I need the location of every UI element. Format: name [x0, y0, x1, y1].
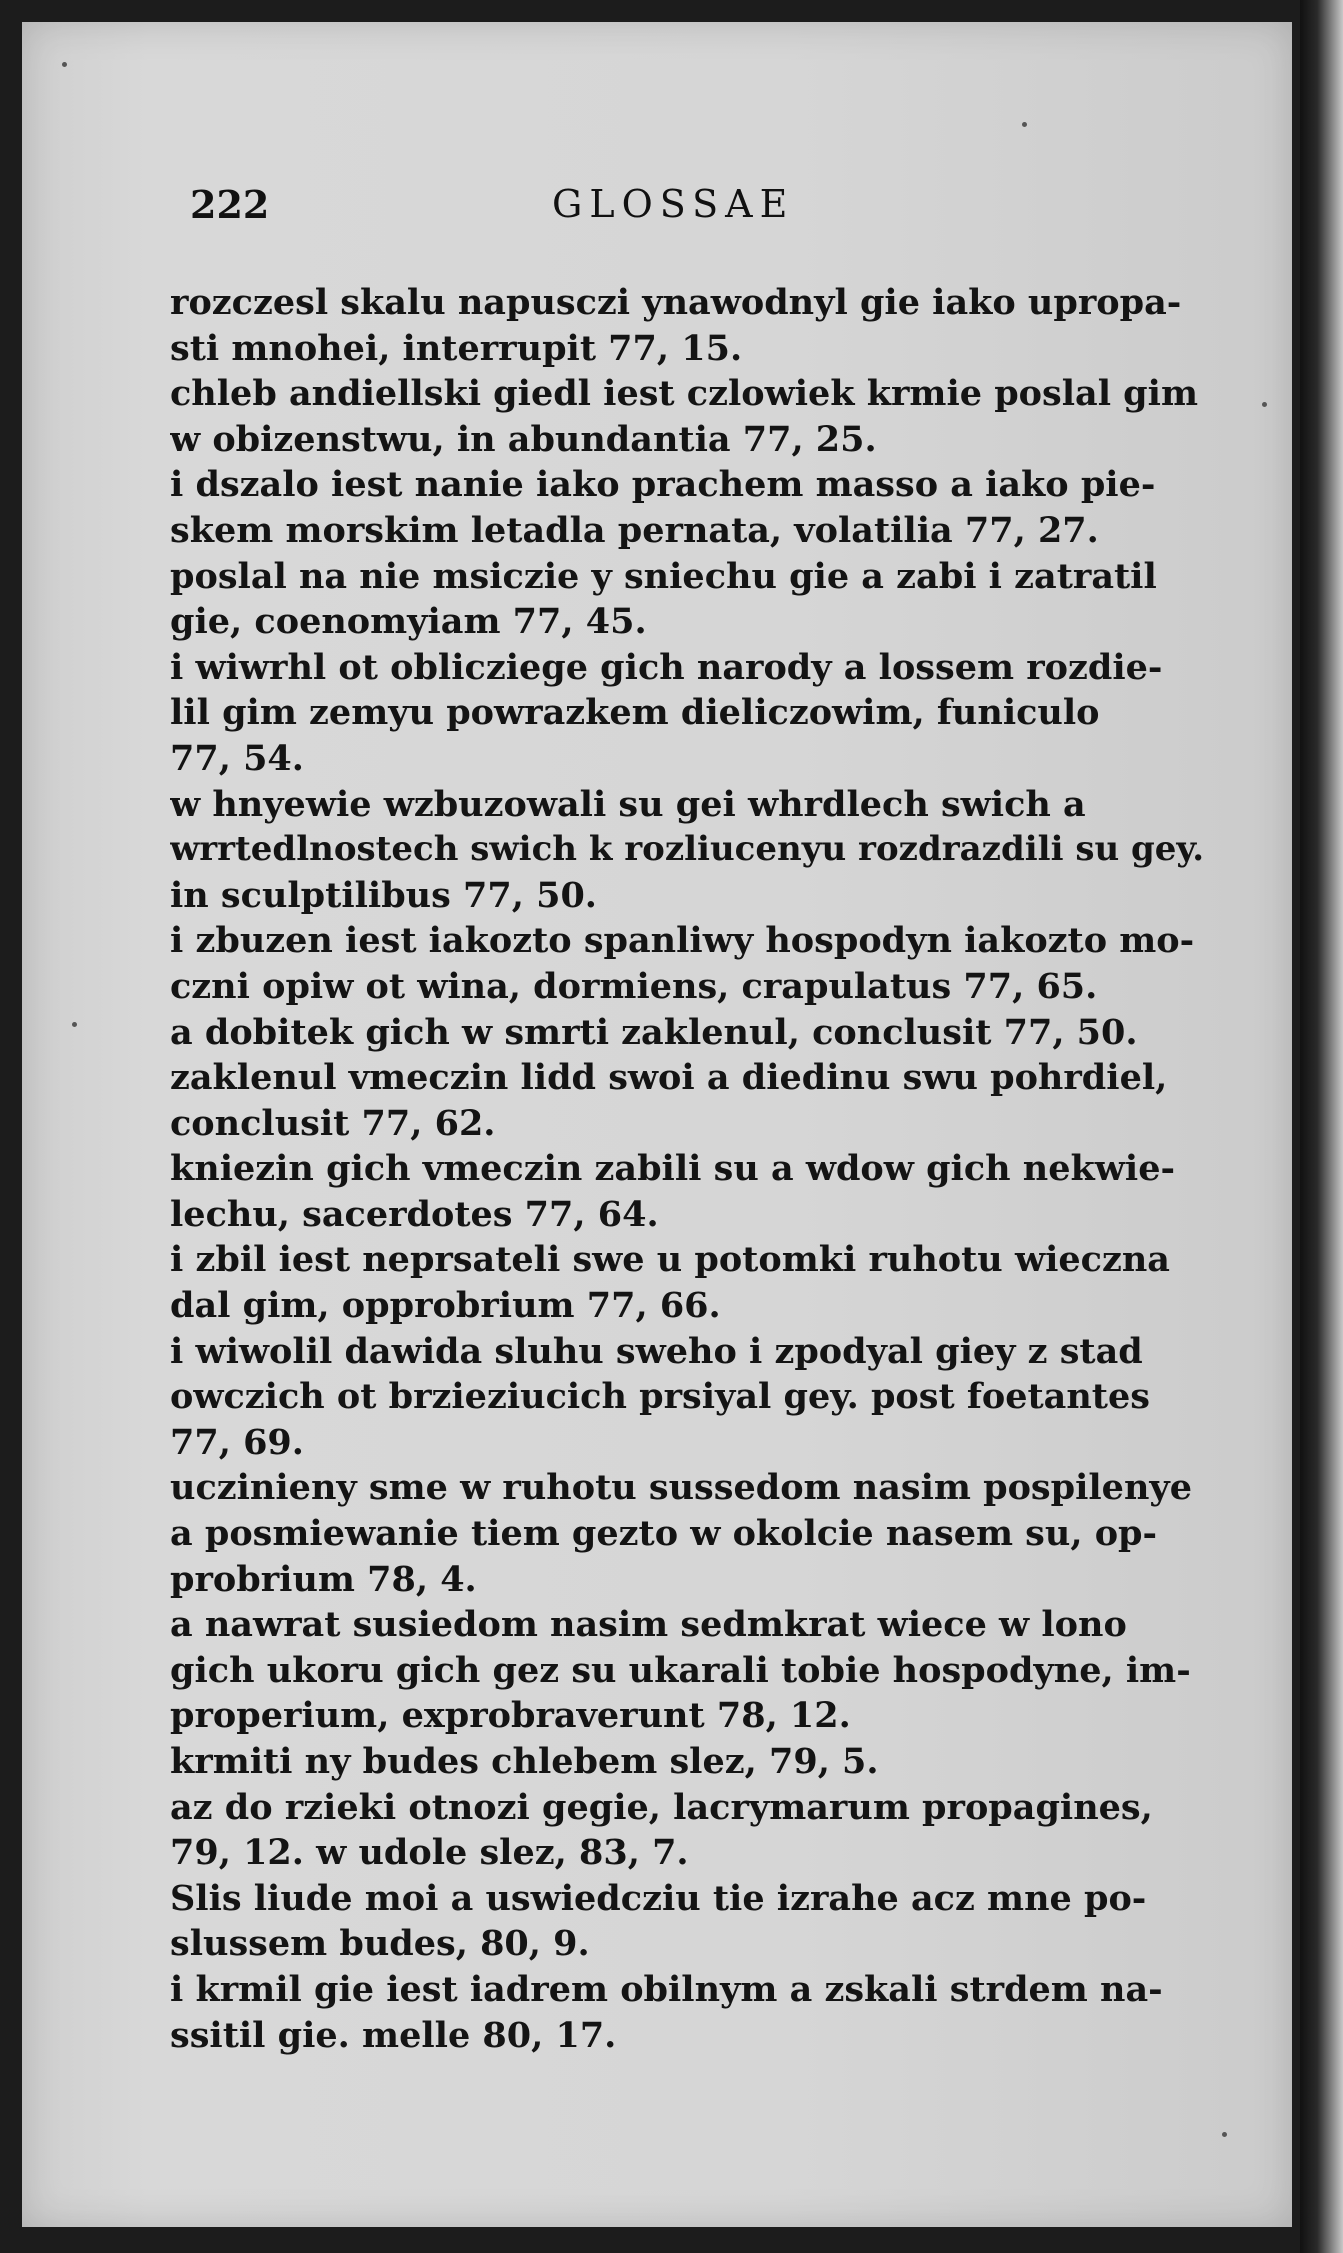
text-line: krmiti ny budes chlebem slez, 79, 5.	[170, 1741, 879, 1782]
text-line: rozczesl skalu napusczi ynawodnyl gie iako upropa-	[170, 282, 1182, 323]
text-line: i wiwrhl ot oblicziege gich narody a lossem rozdie-	[170, 646, 1163, 688]
text-line: lil gim zemyu powrazkem dieliczowim, funiculo	[170, 692, 1100, 734]
text-line: az do rzieki otnozi gegie, lacrymarum propagines,	[170, 1786, 1153, 1828]
text-line: owczich ot brzieziucich prsiyal gey. post foetantes	[170, 1376, 1150, 1418]
text-line: i wiwolil dawida sluhu sweho i zpodyal giey z stad	[170, 1330, 1143, 1372]
text-line: poslal na nie msiczie y sniechu gie a zabi i zatratil	[170, 555, 1157, 597]
text-line: gich ukoru gich gez su ukarali tobie hospodyne, im-	[170, 1649, 1191, 1691]
text-line: a nawrat susiedom nasim sedmkrat wiece w lono	[170, 1604, 1127, 1646]
text-line: i zbil iest neprsateli swe u potomki ruhotu wieczna	[170, 1239, 1170, 1281]
text-line: 79, 12. w udole slez, 83, 7.	[170, 1832, 689, 1874]
running-title: GLOSSAE	[552, 182, 795, 226]
paper-speck	[62, 62, 67, 67]
text-line: dal gim, opprobrium 77, 66.	[170, 1285, 721, 1327]
text-line: conclusit 77, 62.	[170, 1102, 496, 1144]
page-number: 222	[190, 182, 270, 227]
text-line: 77, 54.	[170, 737, 304, 779]
text-line: i dszalo iest nanie iako prachem masso a iako pie-	[170, 464, 1156, 506]
text-line: uczinieny sme w ruhotu sussedom nasim pospilenye	[170, 1467, 1193, 1509]
text-line: gie, coenomyiam 77, 45.	[170, 601, 647, 643]
adjacent-page-edge	[1300, 0, 1343, 2253]
text-line: kniezin gich vmeczin zabili su a wdow gich nekwie-	[170, 1148, 1175, 1190]
text-line: skem morskim letadla pernata, volatilia 77, 27.	[170, 509, 1099, 551]
text-line: Slis liude moi a uswiedcziu tie izrahe acz mne po-	[170, 1877, 1147, 1919]
paper-speck	[72, 1022, 77, 1027]
text-line: lechu, sacerdotes 77, 64.	[170, 1193, 659, 1235]
text-line: i krmil gie iest iadrem obilnym a zskali strdem na-	[170, 1968, 1163, 2010]
text-line: wrrtedlnostech swich k rozliucenyu rozdrazdili su gey.	[170, 829, 1205, 870]
text-line: w obizenstwu, in abundantia 77, 25.	[170, 418, 877, 460]
text-line: slussem budes, 80, 9.	[170, 1923, 590, 1965]
paper-speck	[1022, 122, 1027, 127]
page-header	[190, 182, 950, 242]
glossary-text	[170, 280, 1210, 2058]
paper-speck	[1262, 402, 1267, 407]
text-line: zaklenul vmeczin lidd swoi a diedinu swu pohrdiel,	[170, 1057, 1168, 1099]
text-line: 77, 69.	[170, 1421, 304, 1463]
text-line: czni opiw ot wina, dormiens, crapulatus 77, 65.	[170, 965, 1098, 1007]
text-line: probrium 78, 4.	[170, 1558, 477, 1600]
text-line: a posmiewanie tiem gezto w okolcie nasem su, op-	[170, 1513, 1158, 1555]
paper-speck	[1222, 2132, 1227, 2137]
text-line: in sculptilibus 77, 50.	[170, 874, 597, 916]
text-line: sti mnohei, interrupit 77, 15.	[170, 327, 743, 369]
text-line: chleb andiellski giedl iest czlowiek krmie poslal gim	[170, 373, 1198, 415]
text-line: ssitil gie. melle 80, 17.	[170, 2014, 617, 2056]
text-line: w hnyewie wzbuzowali su gei whrdlech swich a	[170, 783, 1086, 825]
text-line: i zbuzen iest iakozto spanliwy hospodyn iakozto mo-	[170, 920, 1195, 962]
text-line: properium, exprobraverunt 78, 12.	[170, 1695, 851, 1737]
text-line: a dobitek gich w smrti zaklenul, conclusit 77, 50.	[170, 1011, 1138, 1053]
